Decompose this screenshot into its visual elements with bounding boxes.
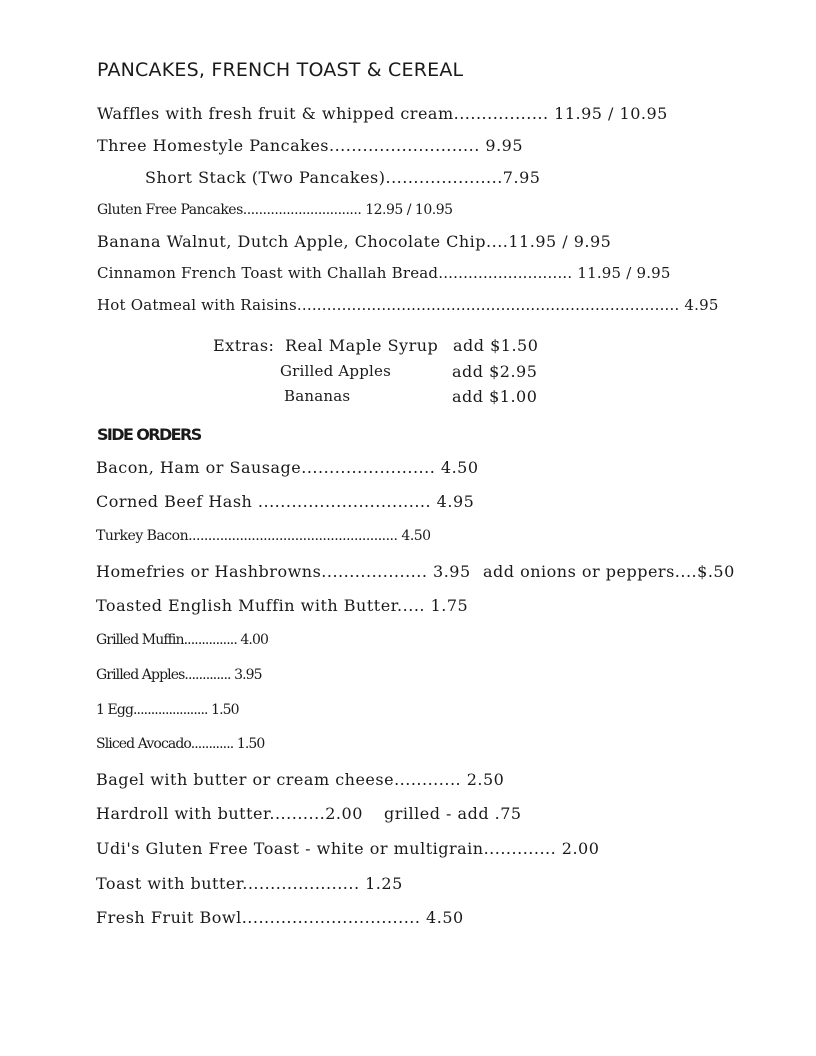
side-note-grilled: grilled - add .75 bbox=[384, 804, 522, 823]
side-item-fruit-bowl: Fresh Fruit Bowl................................ 4.50 bbox=[96, 908, 464, 927]
side-orders-heading: SIDE ORDERS bbox=[97, 425, 201, 444]
extra-name-grilled-apples: Grilled Apples bbox=[280, 362, 392, 380]
side-item-egg: 1 Egg..................... 1.50 bbox=[96, 702, 239, 718]
menu-item-waffles: Waffles with fresh fruit & whipped cream................. 11.95 / 10.95 bbox=[97, 104, 668, 123]
side-item-grilled-muffin: Grilled Muffin............... 4.00 bbox=[96, 632, 268, 648]
side-item-bagel: Bagel with butter or cream cheese............ 2.50 bbox=[96, 770, 505, 789]
side-item-corned-beef: Corned Beef Hash ............................... 4.95 bbox=[96, 492, 475, 511]
menu-item-french-toast: Cinnamon French Toast with Challah Bread........................... 11.95 / 9.95 bbox=[97, 264, 671, 282]
side-item-english-muffin: Toasted English Muffin with Butter..... 1.75 bbox=[96, 596, 469, 615]
menu-item-three-pancakes: Three Homestyle Pancakes........................... 9.95 bbox=[97, 136, 524, 155]
extras-label: Extras: bbox=[213, 336, 275, 355]
side-note-onions-peppers: add onions or peppers....$.50 bbox=[483, 562, 735, 581]
extra-price-maple-syrup: add $1.50 bbox=[453, 336, 539, 355]
side-item-grilled-apples: Grilled Apples............. 3.95 bbox=[96, 667, 262, 683]
extra-price-bananas: add $1.00 bbox=[452, 387, 538, 406]
side-item-gluten-free-toast: Udi's Gluten Free Toast - white or multigrain............. 2.00 bbox=[96, 839, 600, 858]
menu-item-short-stack: Short Stack (Two Pancakes).....................7.95 bbox=[145, 168, 541, 187]
side-item-bacon: Bacon, Ham or Sausage........................ 4.50 bbox=[96, 458, 479, 477]
extra-price-grilled-apples: add $2.95 bbox=[452, 362, 538, 381]
extra-name-maple-syrup: Real Maple Syrup bbox=[285, 336, 439, 355]
extra-name-bananas: Bananas bbox=[284, 387, 351, 405]
menu-item-banana-walnut: Banana Walnut, Dutch Apple, Chocolate Chip....11.95 / 9.95 bbox=[97, 232, 612, 251]
side-item-homefries: Homefries or Hashbrowns................... 3.95 bbox=[96, 562, 471, 581]
menu-item-oatmeal: Hot Oatmeal with Raisins............................................................................. 4.95 bbox=[97, 296, 719, 314]
side-item-toast: Toast with butter..................... 1.25 bbox=[96, 874, 403, 893]
side-item-turkey-bacon: Turkey Bacon..................................................... 4.50 bbox=[96, 528, 431, 544]
side-item-hardroll: Hardroll with butter..........2.00 bbox=[96, 804, 363, 823]
side-item-avocado: Sliced Avocado............ 1.50 bbox=[96, 736, 265, 752]
menu-item-gluten-free-pancakes: Gluten Free Pancakes.............................. 12.95 / 10.95 bbox=[97, 202, 453, 218]
pancakes-heading: PANCAKES, FRENCH TOAST & CEREAL bbox=[97, 59, 464, 81]
